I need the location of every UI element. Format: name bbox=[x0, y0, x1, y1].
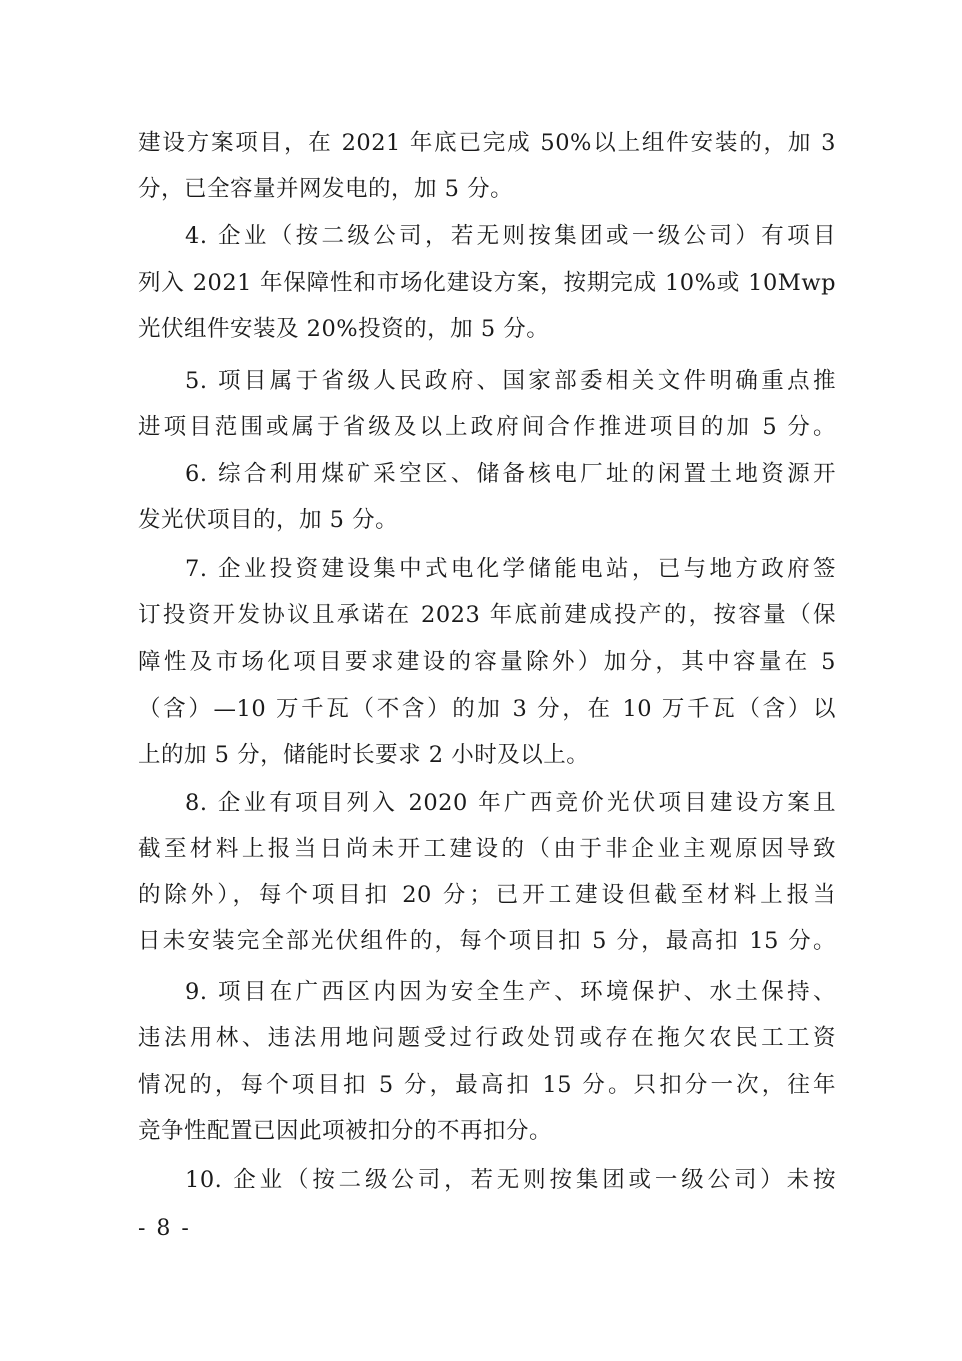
paragraph-line: 7. 企业投资建设集中式电化学储能电站，已与地方政府签 bbox=[185, 556, 836, 582]
paragraph-line: 10. 企业（按二级公司，若无则按集团或一级公司）未按 bbox=[185, 1167, 836, 1193]
paragraph-line: 竞争性配置已因此项被扣分的不再扣分。 bbox=[138, 1118, 553, 1144]
paragraph-line: 日未安装完全部光伏组件的，每个项目扣 5 分，最高扣 15 分。 bbox=[138, 928, 836, 954]
paragraph-line: 上的加 5 分，储能时长要求 2 小时及以上。 bbox=[138, 742, 590, 768]
paragraph-line: 进项目范围或属于省级及以上政府间合作推进项目的加 5 分。 bbox=[138, 414, 836, 440]
paragraph-line: 5. 项目属于省级人民政府、国家部委相关文件明确重点推 bbox=[185, 368, 836, 394]
paragraph-line: 8. 企业有项目列入 2020 年广西竞价光伏项目建设方案且 bbox=[185, 790, 836, 816]
paragraph-line: 6. 综合利用煤矿采空区、储备核电厂址的闲置土地资源开 bbox=[185, 461, 836, 487]
paragraph-line: 发光伏项目的，加 5 分。 bbox=[138, 507, 399, 533]
paragraph-line: 障性及市场化项目要求建设的容量除外）加分，其中容量在 5 bbox=[138, 649, 836, 675]
paragraph-line: 情况的，每个项目扣 5 分，最高扣 15 分。只扣分一次，往年 bbox=[138, 1072, 836, 1098]
page-number: - 8 - bbox=[138, 1216, 191, 1241]
paragraph-line: 分，已全容量并网发电的，加 5 分。 bbox=[138, 176, 514, 202]
paragraph-line: （含）—10 万千瓦（不含）的加 3 分，在 10 万千瓦（含）以 bbox=[138, 696, 836, 722]
paragraph-line: 4. 企业（按二级公司，若无则按集团或一级公司）有项目 bbox=[185, 223, 836, 249]
paragraph-line: 9. 项目在广西区内因为安全生产、环境保护、水土保持、 bbox=[185, 979, 836, 1005]
paragraph-line: 光伏组件安装及 20%投资的，加 5 分。 bbox=[138, 316, 550, 342]
paragraph-line: 建设方案项目，在 2021 年底已完成 50%以上组件安装的，加 3 bbox=[138, 130, 836, 156]
paragraph-line: 的除外），每个项目扣 20 分；已开工建设但截至材料上报当 bbox=[138, 882, 836, 908]
paragraph-line: 列入 2021 年保障性和市场化建设方案，按期完成 10%或 10Mwp bbox=[138, 270, 836, 296]
paragraph-line: 订投资开发协议且承诺在 2023 年底前建成投产的，按容量（保 bbox=[138, 602, 836, 628]
paragraph-line: 截至材料上报当日尚未开工建设的（由于非企业主观原因导致 bbox=[138, 836, 836, 862]
paragraph-line: 违法用林、违法用地问题受过行政处罚或存在拖欠农民工工资 bbox=[138, 1025, 836, 1051]
